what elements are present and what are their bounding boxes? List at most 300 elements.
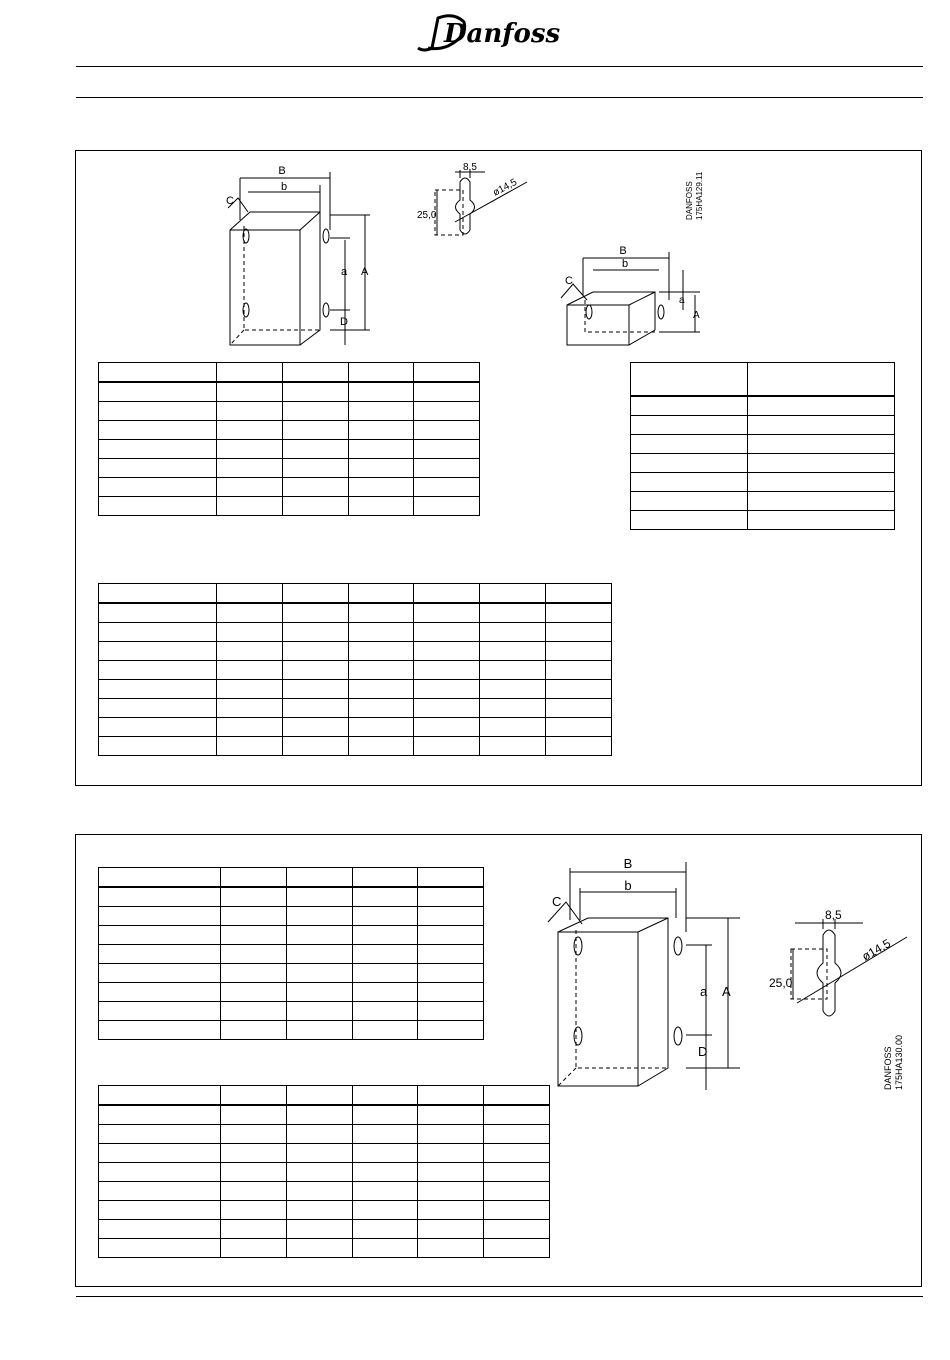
table-cell bbox=[418, 907, 484, 926]
brand-name: Danfoss bbox=[444, 19, 561, 49]
table-cell bbox=[418, 964, 484, 983]
slot-height-label-2: 25,0 bbox=[769, 976, 793, 990]
table-cell bbox=[286, 945, 352, 964]
table-cell bbox=[217, 680, 283, 699]
table-row bbox=[99, 1220, 550, 1239]
panel2-table-2 bbox=[98, 1085, 550, 1258]
dim-label-a: a bbox=[341, 266, 348, 278]
table-cell bbox=[286, 1105, 352, 1125]
table-cell bbox=[348, 623, 414, 642]
table-row bbox=[99, 421, 480, 440]
table-cell bbox=[221, 926, 287, 945]
table-cell bbox=[221, 1125, 287, 1144]
table-cell bbox=[348, 478, 414, 497]
table-cell bbox=[546, 603, 612, 623]
table-row bbox=[631, 416, 895, 435]
table-cell bbox=[286, 1239, 352, 1258]
table-cell bbox=[480, 642, 546, 661]
table-cell bbox=[217, 440, 283, 459]
table-cell bbox=[217, 718, 283, 737]
table-cell bbox=[99, 497, 217, 516]
header-rule-top bbox=[76, 66, 923, 67]
table-row bbox=[99, 440, 480, 459]
table-cell bbox=[352, 1182, 418, 1201]
table-cell bbox=[352, 1021, 418, 1040]
dim-label-b-2: b bbox=[624, 878, 632, 893]
table-cell bbox=[480, 718, 546, 737]
table-cell bbox=[546, 737, 612, 756]
table-cell bbox=[352, 1125, 418, 1144]
table-cell bbox=[286, 887, 352, 907]
table-cell bbox=[348, 603, 414, 623]
table-cell bbox=[418, 983, 484, 1002]
table-row bbox=[99, 718, 612, 737]
table-cell bbox=[99, 623, 217, 642]
table-cell bbox=[282, 402, 348, 421]
table-cell bbox=[418, 1163, 484, 1182]
table-cell bbox=[217, 363, 283, 383]
tall-cabinet-drawing bbox=[220, 160, 380, 355]
table-cell bbox=[286, 868, 352, 888]
table-cell bbox=[348, 737, 414, 756]
table-cell bbox=[348, 459, 414, 478]
table-cell bbox=[418, 926, 484, 945]
table-cell bbox=[748, 492, 895, 511]
table-cell bbox=[480, 680, 546, 699]
table-cell bbox=[286, 1021, 352, 1040]
table-row bbox=[99, 945, 484, 964]
table-cell bbox=[99, 926, 221, 945]
table-row bbox=[631, 454, 895, 473]
table-cell bbox=[282, 440, 348, 459]
table-row bbox=[631, 511, 895, 530]
table-cell bbox=[352, 964, 418, 983]
table-cell bbox=[221, 1002, 287, 1021]
table-cell bbox=[631, 473, 748, 492]
table-cell bbox=[546, 623, 612, 642]
table-cell bbox=[352, 868, 418, 888]
table-cell bbox=[414, 497, 480, 516]
table-cell bbox=[221, 887, 287, 907]
table-cell bbox=[414, 421, 480, 440]
table-row bbox=[99, 1144, 550, 1163]
table-row bbox=[99, 1182, 550, 1201]
table-cell bbox=[286, 1220, 352, 1239]
table-cell bbox=[282, 623, 348, 642]
table-cell bbox=[221, 868, 287, 888]
table-cell bbox=[484, 1105, 550, 1125]
table-cell bbox=[99, 661, 217, 680]
table-cell bbox=[480, 737, 546, 756]
table-cell bbox=[286, 964, 352, 983]
table-row bbox=[631, 473, 895, 492]
table-cell bbox=[546, 642, 612, 661]
table-cell bbox=[221, 1182, 287, 1201]
table-cell bbox=[418, 1125, 484, 1144]
drawing-ref-2-brand: DANFOSS bbox=[883, 1046, 893, 1090]
table-row bbox=[99, 737, 612, 756]
dim-label-b: b bbox=[280, 181, 288, 193]
dim-label-A-2: A bbox=[722, 984, 731, 999]
dim-label-B: B bbox=[278, 165, 286, 177]
table-cell bbox=[352, 1002, 418, 1021]
table-cell bbox=[414, 459, 480, 478]
drawing-reference-2 bbox=[882, 1018, 912, 1094]
table-cell bbox=[348, 402, 414, 421]
flat-cabinet-drawing bbox=[555, 240, 705, 350]
table-cell bbox=[352, 945, 418, 964]
table-row bbox=[631, 396, 895, 416]
table-cell bbox=[748, 511, 895, 530]
table-cell bbox=[221, 907, 287, 926]
table-cell bbox=[217, 459, 283, 478]
flat-dim-label-B: B bbox=[619, 245, 627, 257]
table-cell bbox=[99, 382, 217, 402]
table-cell bbox=[484, 1201, 550, 1220]
table-cell bbox=[480, 584, 546, 604]
dim-label-C-2: C bbox=[552, 894, 562, 909]
table-cell bbox=[484, 1220, 550, 1239]
dim-label-a-2: a bbox=[700, 984, 708, 999]
table-header-row bbox=[99, 1086, 550, 1106]
table-cell bbox=[352, 1105, 418, 1125]
table-row bbox=[99, 1239, 550, 1258]
table-cell bbox=[221, 1021, 287, 1040]
table-cell bbox=[99, 363, 217, 383]
table-cell bbox=[286, 1182, 352, 1201]
table-cell bbox=[414, 642, 480, 661]
table-cell bbox=[286, 926, 352, 945]
slot-diameter-label-2: ø14,5 bbox=[859, 936, 894, 964]
table-cell bbox=[99, 718, 217, 737]
table-cell bbox=[414, 718, 480, 737]
table-cell bbox=[484, 1144, 550, 1163]
table-cell bbox=[282, 680, 348, 699]
table-cell bbox=[414, 623, 480, 642]
table-cell bbox=[546, 661, 612, 680]
table-cell bbox=[480, 661, 546, 680]
table-cell bbox=[418, 887, 484, 907]
table-cell bbox=[286, 1201, 352, 1220]
slot-height-label: 25,0 bbox=[417, 210, 437, 221]
keyhole-slot-detail-1 bbox=[415, 160, 545, 245]
tall-cabinet-drawing-2 bbox=[540, 850, 750, 1100]
flat-dim-label-C: C bbox=[565, 275, 573, 287]
table-cell bbox=[282, 718, 348, 737]
table-header-row bbox=[99, 868, 484, 888]
table-cell bbox=[348, 363, 414, 383]
table-cell bbox=[418, 945, 484, 964]
table-cell bbox=[748, 416, 895, 435]
table-cell bbox=[352, 926, 418, 945]
table-cell bbox=[414, 478, 480, 497]
table-cell bbox=[546, 718, 612, 737]
table-row bbox=[99, 964, 484, 983]
table-cell bbox=[348, 584, 414, 604]
table-cell bbox=[480, 603, 546, 623]
table-cell bbox=[217, 421, 283, 440]
table-header-row bbox=[631, 363, 895, 397]
table-cell bbox=[99, 699, 217, 718]
table-cell bbox=[348, 642, 414, 661]
table-cell bbox=[352, 983, 418, 1002]
table-row bbox=[99, 983, 484, 1002]
table-cell bbox=[99, 680, 217, 699]
table-cell bbox=[348, 718, 414, 737]
table-cell bbox=[282, 699, 348, 718]
panel1-table-1 bbox=[98, 362, 480, 516]
table-cell bbox=[99, 1002, 221, 1021]
table-cell bbox=[418, 1239, 484, 1258]
table-cell bbox=[221, 1239, 287, 1258]
table-row bbox=[99, 497, 480, 516]
table-row bbox=[99, 478, 480, 497]
table-cell bbox=[546, 680, 612, 699]
table-cell bbox=[418, 1105, 484, 1125]
drawing-ref-1-code: 175HA129.11 bbox=[695, 171, 704, 220]
table-row bbox=[99, 926, 484, 945]
table-cell bbox=[282, 584, 348, 604]
table-row bbox=[99, 1021, 484, 1040]
table-cell bbox=[348, 421, 414, 440]
table-cell bbox=[99, 1021, 221, 1040]
table-cell bbox=[282, 661, 348, 680]
table-cell bbox=[217, 584, 283, 604]
table-row bbox=[99, 1163, 550, 1182]
keyhole-slot-detail-2 bbox=[765, 905, 915, 1025]
table-cell bbox=[221, 1086, 287, 1106]
table-cell bbox=[282, 421, 348, 440]
table-cell bbox=[414, 382, 480, 402]
table-cell bbox=[99, 1220, 221, 1239]
table-cell bbox=[418, 1002, 484, 1021]
table-cell bbox=[217, 603, 283, 623]
table-row bbox=[99, 699, 612, 718]
table-cell bbox=[99, 1182, 221, 1201]
drawing-reference-1 bbox=[684, 165, 714, 225]
table-cell bbox=[748, 454, 895, 473]
table-cell bbox=[414, 737, 480, 756]
table-cell bbox=[286, 983, 352, 1002]
table-cell bbox=[748, 473, 895, 492]
table-row bbox=[99, 661, 612, 680]
table-cell bbox=[217, 699, 283, 718]
table-row bbox=[99, 402, 480, 421]
panel1-table-2 bbox=[630, 362, 895, 530]
table-cell bbox=[99, 1163, 221, 1182]
table-cell bbox=[221, 964, 287, 983]
table-cell bbox=[217, 623, 283, 642]
table-cell bbox=[99, 964, 221, 983]
slot-width-label-2: 8,5 bbox=[825, 908, 842, 922]
table-cell bbox=[418, 1220, 484, 1239]
table-cell bbox=[418, 1201, 484, 1220]
table-cell bbox=[352, 1144, 418, 1163]
table-cell bbox=[282, 459, 348, 478]
table-cell bbox=[414, 603, 480, 623]
table-cell bbox=[631, 511, 748, 530]
table-cell bbox=[221, 1144, 287, 1163]
table-cell bbox=[99, 887, 221, 907]
table-cell bbox=[414, 661, 480, 680]
table-cell bbox=[546, 699, 612, 718]
table-cell bbox=[99, 737, 217, 756]
table-cell bbox=[414, 584, 480, 604]
table-cell bbox=[748, 396, 895, 416]
table-row bbox=[99, 642, 612, 661]
table-row bbox=[99, 603, 612, 623]
table-cell bbox=[286, 1086, 352, 1106]
table-cell bbox=[282, 642, 348, 661]
table-row bbox=[99, 382, 480, 402]
table-cell bbox=[748, 363, 895, 397]
table-cell bbox=[221, 945, 287, 964]
table-cell bbox=[748, 435, 895, 454]
slot-diameter-label: ø14,5 bbox=[491, 176, 519, 199]
table-cell bbox=[221, 1220, 287, 1239]
dim-label-A: A bbox=[361, 266, 369, 278]
table-row bbox=[99, 1105, 550, 1125]
table-cell bbox=[217, 642, 283, 661]
table-cell bbox=[221, 1163, 287, 1182]
drawing-ref-2-code: 175HA130.00 bbox=[894, 1034, 904, 1090]
header-rule-bottom bbox=[76, 97, 923, 98]
table-cell bbox=[414, 363, 480, 383]
dim-label-B-2: B bbox=[623, 856, 633, 871]
table-cell bbox=[418, 1144, 484, 1163]
flat-dim-label-A: A bbox=[693, 310, 700, 321]
table-cell bbox=[480, 623, 546, 642]
table-row bbox=[631, 492, 895, 511]
table-header-row bbox=[99, 363, 480, 383]
table-cell bbox=[352, 907, 418, 926]
table-cell bbox=[286, 1002, 352, 1021]
table-cell bbox=[99, 478, 217, 497]
table-cell bbox=[348, 699, 414, 718]
table-cell bbox=[348, 440, 414, 459]
table-cell bbox=[282, 363, 348, 383]
table-row bbox=[99, 680, 612, 699]
table-cell bbox=[99, 1086, 221, 1106]
table-cell bbox=[99, 584, 217, 604]
table-row bbox=[631, 435, 895, 454]
table-cell bbox=[217, 737, 283, 756]
table-header-row bbox=[99, 584, 612, 604]
table-cell bbox=[282, 478, 348, 497]
table-cell bbox=[221, 1201, 287, 1220]
table-cell bbox=[631, 435, 748, 454]
dim-label-D-2: D bbox=[698, 1044, 708, 1059]
table-cell bbox=[221, 1105, 287, 1125]
table-cell bbox=[99, 1201, 221, 1220]
table-cell bbox=[286, 1125, 352, 1144]
table-cell bbox=[99, 1105, 221, 1125]
table-row bbox=[99, 1201, 550, 1220]
table-cell bbox=[348, 661, 414, 680]
table-cell bbox=[99, 983, 221, 1002]
table-cell bbox=[546, 584, 612, 604]
dim-label-D: D bbox=[340, 316, 348, 328]
flat-dim-label-a: a bbox=[679, 295, 685, 306]
table-cell bbox=[484, 1125, 550, 1144]
table-cell bbox=[631, 363, 748, 397]
table-cell bbox=[631, 454, 748, 473]
table-cell bbox=[418, 1182, 484, 1201]
table-cell bbox=[99, 1239, 221, 1258]
panel2-table-1 bbox=[98, 867, 484, 1040]
table-cell bbox=[414, 440, 480, 459]
table-cell bbox=[348, 382, 414, 402]
table-row bbox=[99, 887, 484, 907]
table-cell bbox=[217, 478, 283, 497]
table-cell bbox=[99, 907, 221, 926]
table-cell bbox=[414, 402, 480, 421]
table-row bbox=[99, 1002, 484, 1021]
table-cell bbox=[221, 983, 287, 1002]
table-cell bbox=[99, 868, 221, 888]
table-cell bbox=[286, 907, 352, 926]
table-cell bbox=[99, 1125, 221, 1144]
table-cell bbox=[631, 416, 748, 435]
slot-width-label: 8,5 bbox=[463, 162, 477, 173]
table-row bbox=[99, 623, 612, 642]
table-cell bbox=[99, 603, 217, 623]
table-cell bbox=[414, 680, 480, 699]
table-cell bbox=[418, 1086, 484, 1106]
table-row bbox=[99, 907, 484, 926]
table-cell bbox=[348, 680, 414, 699]
table-cell bbox=[631, 396, 748, 416]
table-cell bbox=[217, 661, 283, 680]
dim-label-C: C bbox=[226, 195, 234, 207]
table-cell bbox=[99, 642, 217, 661]
table-cell bbox=[99, 459, 217, 478]
table-cell bbox=[99, 440, 217, 459]
table-cell bbox=[484, 1182, 550, 1201]
footer-rule bbox=[76, 1296, 923, 1297]
table-cell bbox=[352, 1086, 418, 1106]
table-cell bbox=[631, 492, 748, 511]
table-cell bbox=[282, 382, 348, 402]
table-row bbox=[99, 459, 480, 478]
table-cell bbox=[352, 1201, 418, 1220]
table-cell bbox=[352, 1163, 418, 1182]
table-cell bbox=[286, 1163, 352, 1182]
table-cell bbox=[352, 1220, 418, 1239]
table-cell bbox=[480, 699, 546, 718]
table-cell bbox=[348, 497, 414, 516]
table-cell bbox=[282, 603, 348, 623]
table-cell bbox=[414, 699, 480, 718]
table-cell bbox=[484, 1239, 550, 1258]
table-cell bbox=[99, 421, 217, 440]
table-cell bbox=[352, 1239, 418, 1258]
danfoss-logo bbox=[414, 8, 561, 54]
table-row bbox=[99, 1125, 550, 1144]
table-cell bbox=[217, 382, 283, 402]
panel1-table-3 bbox=[98, 583, 612, 756]
table-cell bbox=[484, 1163, 550, 1182]
table-cell bbox=[352, 887, 418, 907]
drawing-ref-1-brand: DANFOSS bbox=[685, 181, 694, 220]
table-cell bbox=[99, 1144, 221, 1163]
table-cell bbox=[418, 1021, 484, 1040]
table-cell bbox=[282, 737, 348, 756]
table-cell bbox=[99, 402, 217, 421]
table-cell bbox=[217, 402, 283, 421]
flat-dim-label-b: b bbox=[621, 258, 629, 270]
table-cell bbox=[282, 497, 348, 516]
